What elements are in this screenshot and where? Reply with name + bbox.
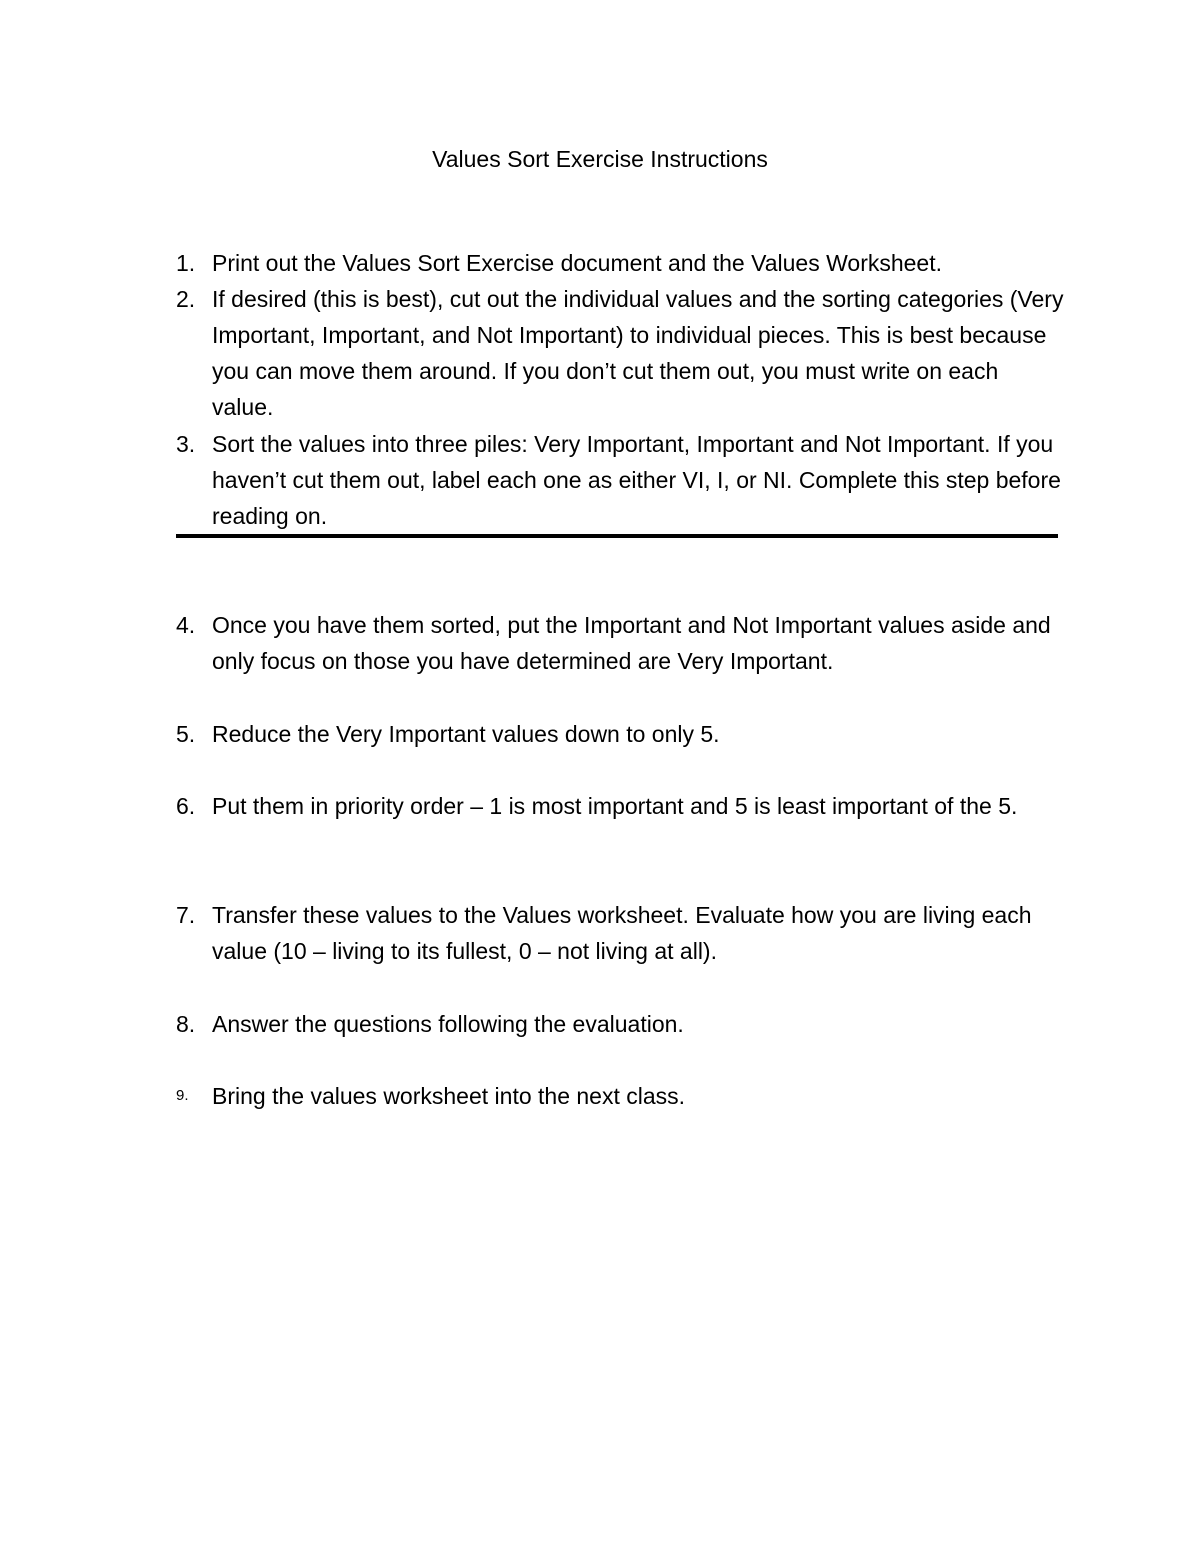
step-number: 1. (176, 250, 196, 276)
step-text: Print out the Values Sort Exercise document and the Values Worksheet. (212, 250, 943, 276)
section-divider (176, 534, 1058, 538)
list-item-step-6 (176, 788, 1066, 824)
step-text: Bring the values worksheet into the next class. (212, 1083, 686, 1109)
list-item-step-9 (176, 1078, 1066, 1114)
step-number: 9. (176, 1087, 189, 1104)
step-text: Answer the questions following the evaluation. (212, 1011, 684, 1037)
step-text: Put them in priority order – 1 is most important and 5 is least important of the 5. (212, 793, 1018, 819)
list-item-step-5 (176, 716, 1066, 752)
step-text: Sort the values into three piles: Very Important, Important and Not Important. If you haven’t cut them out, label each one as either VI, I, or NI. Complete this step before reading on. (212, 431, 1061, 529)
list-item-step-2 (176, 281, 1066, 425)
step-number: 2. (176, 286, 196, 312)
step-number: 7. (176, 902, 196, 928)
step-number: 6. (176, 793, 196, 819)
list-item-step-8 (176, 1006, 1066, 1042)
step-text: Reduce the Very Important values down to only 5. (212, 721, 720, 747)
step-number: 8. (176, 1011, 196, 1037)
document-title: Values Sort Exercise Instructions (432, 146, 768, 172)
list-item-step-3 (176, 426, 1066, 534)
step-text: Once you have them sorted, put the Important and Not Important values aside and only focus on those you have determined are Very Important. (212, 612, 1051, 674)
step-number: 5. (176, 721, 196, 747)
step-text: Transfer these values to the Values worksheet. Evaluate how you are living each value (10 – living to its fullest, 0 – not living at all). (212, 902, 1032, 964)
step-number: 3. (176, 431, 196, 457)
list-item-step-1 (176, 245, 1066, 281)
step-number: 4. (176, 612, 196, 638)
list-item-step-7 (176, 897, 1066, 969)
list-item-step-4 (176, 607, 1066, 679)
step-text: If desired (this is best), cut out the individual values and the sorting categories (Very Important, Important, and Not Important) to individual pieces. This is best because you can move them around. If you don’t cut them out, you must write on each value. (212, 286, 1064, 420)
